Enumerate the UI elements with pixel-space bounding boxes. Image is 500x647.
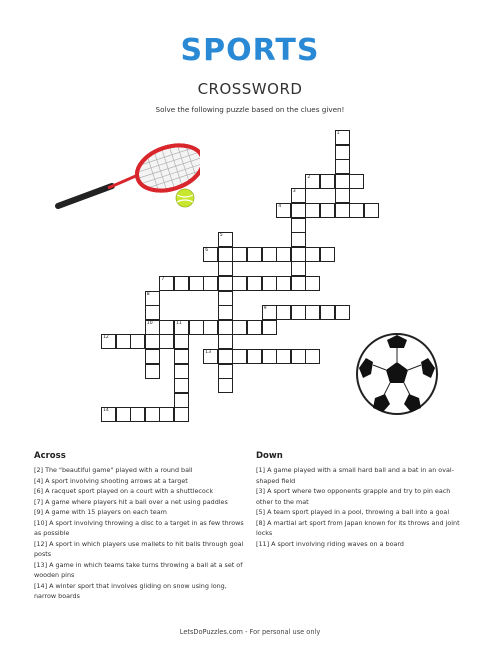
crossword-cell[interactable]	[247, 247, 262, 262]
across-clue: [9] A game with 15 players on each team	[34, 508, 167, 516]
crossword-cell[interactable]	[203, 349, 218, 364]
crossword-cell[interactable]	[247, 276, 262, 291]
crossword-cell[interactable]	[335, 188, 350, 203]
crossword-cell[interactable]	[130, 407, 145, 422]
crossword-cell[interactable]	[305, 305, 320, 320]
crossword-cell[interactable]	[291, 203, 306, 218]
crossword-cell[interactable]	[276, 276, 291, 291]
crossword-cell[interactable]	[305, 247, 320, 262]
crossword-cell[interactable]	[335, 130, 350, 145]
crossword-cell[interactable]	[232, 349, 247, 364]
crossword-cell[interactable]	[159, 334, 174, 349]
crossword-cell[interactable]	[189, 320, 204, 335]
across-clue: [6] A racquet sport played on a court with a shuttlecock	[34, 487, 214, 495]
crossword-cell[interactable]	[232, 320, 247, 335]
crossword-cell[interactable]	[291, 261, 306, 276]
crossword-cell[interactable]	[218, 378, 233, 393]
clue-number: 6	[205, 247, 209, 253]
crossword-cell[interactable]	[262, 305, 277, 320]
crossword-cell[interactable]	[291, 276, 306, 291]
down-clue: [11] A sport involving riding waves on a board	[256, 539, 404, 548]
crossword-cell[interactable]	[247, 320, 262, 335]
crossword-cell[interactable]	[291, 247, 306, 262]
crossword-cell[interactable]	[174, 276, 189, 291]
across-clue: [2] The "beautiful game" played with a round ball	[34, 466, 193, 474]
crossword-cell[interactable]	[291, 232, 306, 247]
clue-number: 10	[146, 320, 153, 326]
crossword-cell[interactable]	[335, 305, 350, 320]
crossword-cell[interactable]	[218, 291, 233, 306]
crossword-cell[interactable]	[116, 407, 131, 422]
crossword-cell[interactable]	[174, 349, 189, 364]
crossword-cell[interactable]	[130, 334, 145, 349]
footer-credit: LetsDoPuzzles.com - For personal use only	[179, 628, 321, 636]
crossword-cell[interactable]	[291, 188, 306, 203]
across-clue: [14] A winter sport that involves gliding on snow using long, narrow boards	[34, 581, 227, 600]
crossword-cell[interactable]	[218, 349, 233, 364]
crossword-cell[interactable]	[159, 320, 174, 335]
clue-number: 7	[161, 277, 165, 282]
across-clue: [10] A sport involving throwing a disc to a target in as few throws as possible	[34, 518, 244, 537]
clue-number: 1	[336, 131, 340, 136]
crossword-cell[interactable]	[276, 305, 291, 320]
crossword-cell[interactable]	[218, 261, 233, 276]
crossword-cell[interactable]	[174, 334, 189, 349]
crossword-cell[interactable]	[159, 276, 174, 291]
page-subtitle: CROSSWORD	[197, 80, 303, 98]
clue-number: 8	[146, 291, 150, 297]
crossword-cell[interactable]	[145, 349, 160, 364]
crossword-cell[interactable]	[218, 247, 233, 262]
clue-number: 11	[176, 320, 182, 326]
crossword-cell[interactable]	[291, 305, 306, 320]
across-heading: Across	[34, 451, 66, 461]
crossword-cell[interactable]	[349, 203, 364, 218]
crossword-cell[interactable]	[218, 232, 233, 247]
crossword-cell[interactable]	[247, 349, 262, 364]
crossword-cell[interactable]	[218, 320, 233, 335]
crossword-cell[interactable]	[218, 276, 233, 291]
crossword-cell[interactable]	[262, 349, 277, 364]
crossword-cell[interactable]	[174, 320, 189, 335]
crossword-cell[interactable]	[335, 203, 350, 218]
down-clue: [3] A sport where two opponents grapple and try to pin each other to the mat	[256, 487, 451, 506]
clue-number: 13	[205, 350, 212, 355]
crossword-cell[interactable]	[320, 247, 335, 262]
instructions: Solve the following puzzle based on the clues given!	[155, 105, 345, 114]
clue-number: 3	[292, 189, 296, 195]
crossword-cell[interactable]	[218, 305, 233, 320]
crossword-cell[interactable]	[320, 203, 335, 218]
crossword-cell[interactable]	[291, 349, 306, 364]
crossword-cell[interactable]	[145, 291, 160, 306]
down-clue: [5] A team sport played in a pool, throwing a ball into a goal	[256, 508, 450, 516]
crossword-cell[interactable]	[174, 378, 189, 393]
crossword-cell[interactable]	[232, 276, 247, 291]
crossword-cell[interactable]	[159, 407, 174, 422]
across-clue: [4] A sport involving shooting arrows at a target	[34, 476, 188, 485]
crossword-cell[interactable]	[335, 159, 350, 174]
crossword-cell[interactable]	[203, 247, 218, 262]
crossword-cell[interactable]	[335, 174, 350, 189]
crossword-cell[interactable]	[174, 407, 189, 422]
crossword-cell[interactable]	[305, 203, 320, 218]
crossword-cell[interactable]	[262, 247, 277, 262]
crossword-cell[interactable]	[145, 407, 160, 422]
crossword-cell[interactable]	[174, 393, 189, 408]
crossword-cell[interactable]	[218, 334, 233, 349]
crossword-cell[interactable]	[116, 334, 131, 349]
crossword-cell[interactable]	[203, 276, 218, 291]
crossword-cell[interactable]	[101, 334, 116, 349]
crossword-cell[interactable]	[291, 218, 306, 233]
crossword-cell[interactable]	[320, 305, 335, 320]
crossword-cell[interactable]	[276, 203, 291, 218]
crossword-cell[interactable]	[320, 174, 335, 189]
down-clue: [1] A game played with a small hard ball and a bat in an oval-shaped field	[256, 466, 454, 485]
across-clue: [13] A game in which teams take turns throwing a ball at a set of wooden pins	[34, 560, 243, 579]
crossword-cell[interactable]	[174, 364, 189, 379]
down-clues	[256, 451, 468, 549]
crossword-cell[interactable]	[305, 349, 320, 364]
crossword-cell[interactable]	[335, 145, 350, 160]
clue-number: 4	[278, 204, 282, 209]
crossword-cell[interactable]	[262, 276, 277, 291]
clue-number: 14	[103, 408, 109, 414]
crossword-cell[interactable]	[305, 276, 320, 291]
clue-number: 5	[219, 233, 223, 239]
crossword-cell[interactable]	[101, 407, 116, 422]
crossword-cell[interactable]	[145, 334, 160, 349]
crossword-cell[interactable]	[364, 203, 379, 218]
clue-number: 9	[263, 306, 267, 312]
across-clue: [7] A game where players hit a ball over a net using paddles	[34, 497, 228, 506]
crossword-cell[interactable]	[349, 174, 364, 189]
crossword-cell[interactable]	[232, 247, 247, 262]
crossword-cell[interactable]	[276, 349, 291, 364]
crossword-cell[interactable]	[305, 174, 320, 189]
crossword-cell[interactable]	[276, 247, 291, 262]
down-heading: Down	[256, 451, 283, 461]
crossword-cell[interactable]	[145, 305, 160, 320]
crossword-cell[interactable]	[262, 320, 277, 335]
clue-number: 12	[103, 335, 109, 341]
down-clue: [8] A martial art sport from Japan known for its throws and joint locks	[256, 518, 460, 537]
across-clues	[34, 451, 249, 602]
crossword-cell[interactable]	[203, 320, 218, 335]
crossword-cell[interactable]	[218, 364, 233, 379]
page-title: SPORTS	[180, 33, 320, 68]
crossword-cell[interactable]	[145, 320, 160, 335]
crossword-cell[interactable]	[145, 364, 160, 379]
crossword-cell[interactable]	[189, 276, 204, 291]
clue-number: 2	[307, 174, 311, 180]
across-clue: [12] A sport in which players use mallets to hit balls through goal posts	[34, 539, 244, 558]
